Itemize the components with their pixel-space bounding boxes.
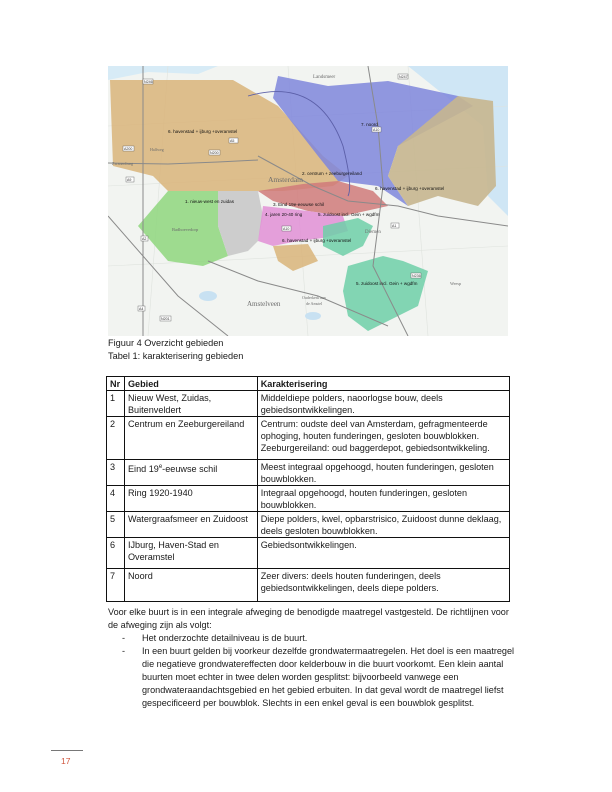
table-header-row — [107, 377, 510, 391]
cell-nr: 1 — [107, 391, 125, 417]
overview-map — [108, 66, 508, 336]
cell-karakterisering: Zeer divers: deels houten funderingen, deels gebiedsontwikkelingen, deels diepe polders. — [257, 569, 509, 602]
table-row — [107, 512, 510, 538]
map-label-5a: 5. zuidoost incl. Gein + wgdfm — [318, 212, 380, 217]
cell-nr: 3 — [107, 460, 125, 486]
table-row — [107, 538, 510, 569]
road-n201: N201 — [161, 317, 170, 321]
place-zwanenburg: Zwanenburg — [112, 161, 134, 166]
road-n247: N247 — [399, 75, 408, 79]
bullet-dash: - — [122, 633, 126, 643]
list-item-text: Het onderzochte detailniveau is de buurt. — [142, 633, 308, 643]
map-label-6a: 6. havenstad + ijburg +overamstel — [168, 129, 238, 134]
table-row — [107, 460, 510, 486]
cell-gebied: Noord — [124, 569, 257, 602]
road-a5: A5 — [230, 139, 235, 143]
cell-gebied: Eind 19e-eeuwse schil — [124, 460, 257, 486]
table-caption: Tabel 1: karakterisering gebieden — [108, 351, 244, 361]
road-a10-north: A10 — [373, 128, 380, 132]
place-ouderkerk-1: Ouderkerk aan — [302, 295, 326, 300]
header-nr: Nr — [107, 377, 125, 391]
place-diemen: Diemen — [365, 230, 381, 235]
road-a9: A9 — [127, 178, 132, 182]
road-a1: A1 — [392, 224, 397, 228]
guidelines-list — [108, 632, 518, 710]
cell-karakterisering: Middeldiepe polders, naoorlogse bouw, deels gebiedsontwikkelingen. — [257, 391, 509, 417]
place-amsterdam: Amsterdam — [268, 175, 303, 184]
map-label-6b: 6. havenstad + ijburg +overamstel — [375, 186, 445, 191]
characterisation-table — [106, 376, 510, 602]
place-weesp: Weesp — [450, 281, 462, 286]
cell-gebied: Centrum en Zeeburgereiland — [124, 417, 257, 460]
table-row — [107, 569, 510, 602]
place-halfweg: Halfweg — [150, 147, 164, 152]
cell-gebied: Ring 1920-1940 — [124, 486, 257, 512]
page-number: 17 — [61, 756, 71, 766]
place-landsmeer: Landsmeer — [313, 75, 336, 80]
cell-nr: 5 — [107, 512, 125, 538]
list-item-text: In een buurt gelden bij voorkeur dezelfde grondwatermaatregelen. Het doel is een maatregel die negatieve grondwatereffecten door kelderbouw in die buurt voorkomt. Een klein aantal buurten moet echter in twee delen worden gesplitst: bijvoorbeeld vanwege een grondwateraandachtsgebied en het gebied erbuiten. In dat geval wordt de maatregel liefst gespecificeerd per bouwblok. Slechts in een enkel geval is een bouwblok gesplitst. — [142, 646, 515, 708]
place-badhoevedorp: Badhoevedorp — [172, 227, 199, 232]
cell-nr: 7 — [107, 569, 125, 602]
map-label-6c: 6. havenstad + ijburg +overamstel — [282, 238, 352, 243]
road-n200: N200 — [210, 151, 219, 155]
road-a10-south: A10 — [283, 227, 290, 231]
intro-paragraph: Voor elke buurt is in een integrale afweging de benodigde maatregel vastgesteld. De richtlijnen voor de afweging zijn als volgt: — [108, 607, 509, 630]
road-n246: N246 — [144, 80, 153, 84]
cell-gebied: Watergraafsmeer en Zuidoost — [124, 512, 257, 538]
road-a4: A4 — [139, 307, 144, 311]
map-label-1: 1. nieuw-west en zuidas — [185, 199, 235, 204]
header-gebied: Gebied — [124, 377, 257, 391]
bullet-dash: - — [122, 646, 126, 656]
table-row — [107, 391, 510, 417]
footer-divider — [51, 750, 83, 751]
header-karakterisering: Karakterisering — [257, 377, 509, 391]
map-label-7: 7. noord — [361, 122, 378, 127]
place-amstelveen: Amstelveen — [247, 300, 281, 308]
table-row — [107, 486, 510, 512]
map-label-3: 3. Eind 19e-eeuwse schil — [273, 202, 325, 207]
cell-nr: 4 — [107, 486, 125, 512]
cell-karakterisering: Integraal opgehoogd, houten funderingen, gesloten bouwblokken. — [257, 486, 509, 512]
list-item — [108, 632, 518, 645]
list-item — [108, 645, 518, 710]
map-label-2: 2. centrum + zeeburgereiland — [302, 171, 362, 176]
cell-nr: 2 — [107, 417, 125, 460]
road-n236: N236 — [412, 274, 421, 278]
cell-gebied: IJburg, Haven-Stad en Overamstel — [124, 538, 257, 569]
table-row — [107, 417, 510, 460]
road-a2: A2 — [142, 237, 147, 241]
cell-karakterisering: Meest integraal opgehoogd, houten funderingen, gesloten bouwblokken. — [257, 460, 509, 486]
map-label-4: 4. jaren 20-40 ring — [265, 212, 303, 217]
place-ouderkerk-2: de Amstel — [306, 301, 323, 306]
cell-gebied: Nieuw West, Zuidas, Buitenveldert — [124, 391, 257, 417]
figure-caption: Figuur 4 Overzicht gebieden — [108, 338, 224, 348]
cell-nr: 6 — [107, 538, 125, 569]
map-label-5b: 5. zuidoost incl. Gein + wgdfm — [356, 281, 418, 286]
cell-karakterisering: Gebiedsontwikkelingen. — [257, 538, 509, 569]
guidelines-text — [108, 606, 518, 710]
cell-karakterisering: Diepe polders, kwel, opbarstrisico, Zuidoost dunne deklaag, deels gesloten bouwblokken. — [257, 512, 509, 538]
road-a200: A200 — [124, 147, 133, 151]
cell-karakterisering: Centrum: oudste deel van Amsterdam, gefragmenteerde ophoging, houten funderingen, gesloten bouwblokken. Zeeburgereiland: oud baggerdepot, gebiedsontwikkeling. — [257, 417, 509, 460]
